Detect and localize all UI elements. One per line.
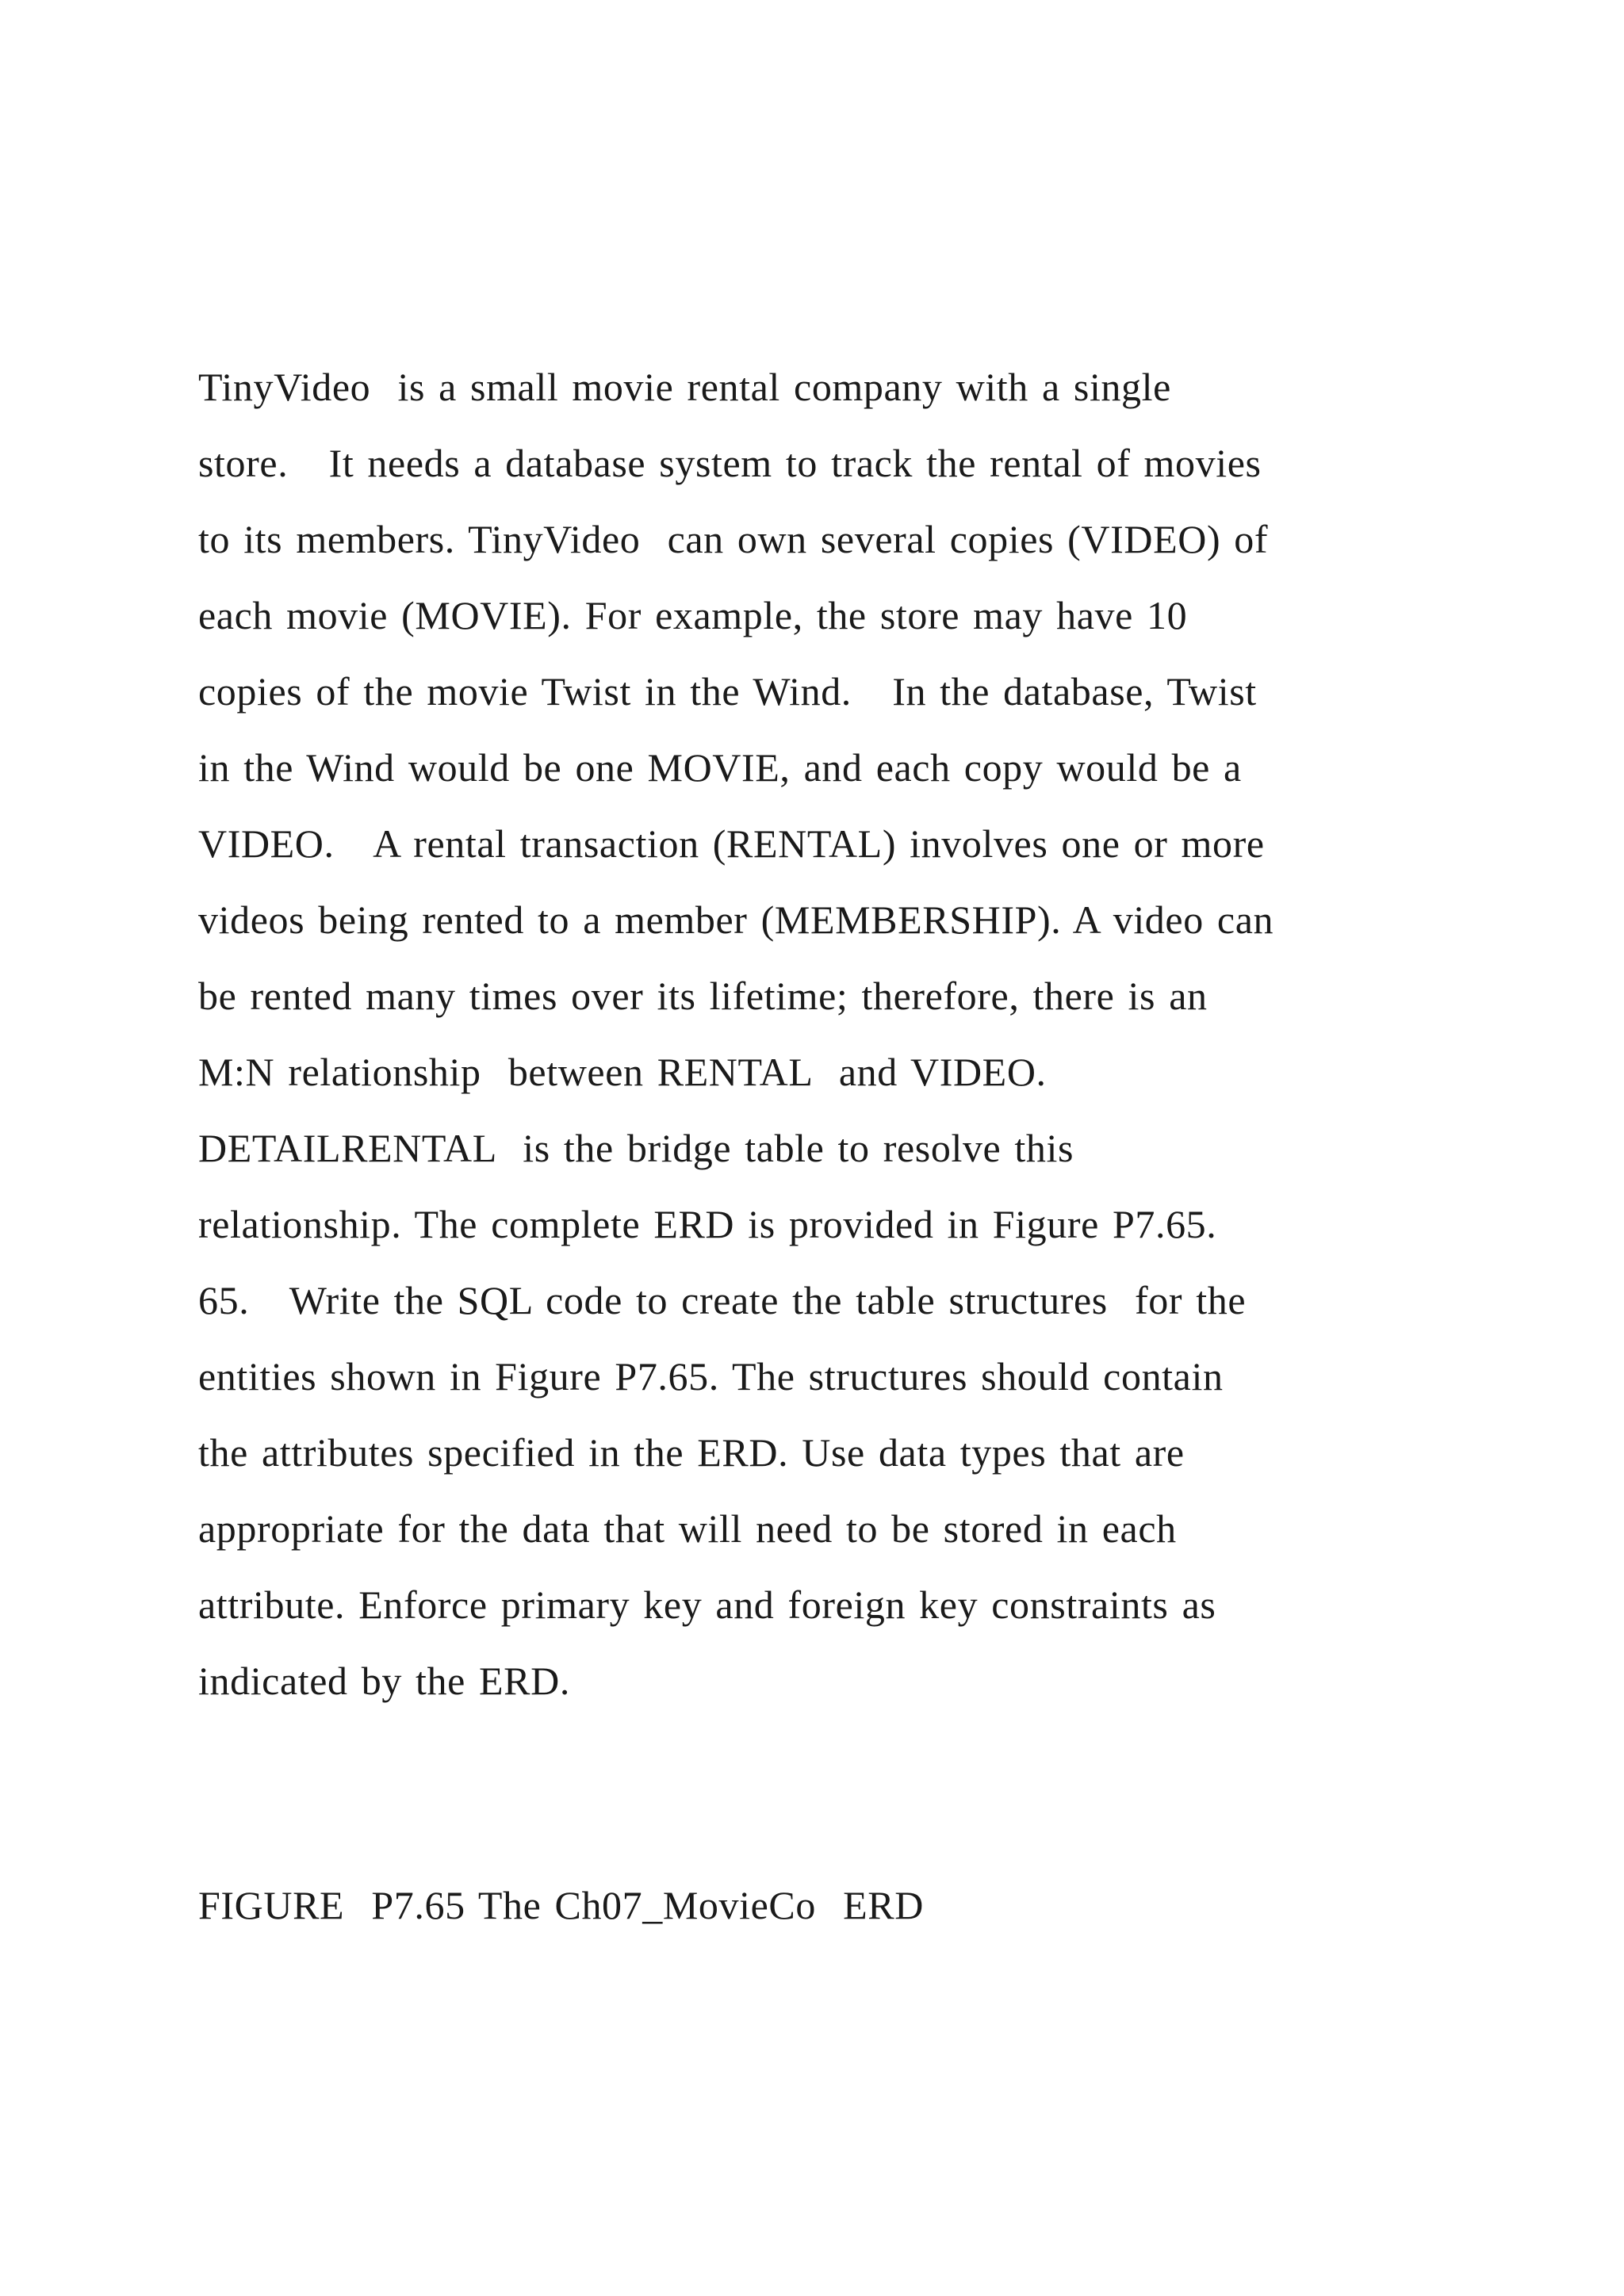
text-line: the attributes specified in the ERD. Use data types that are (198, 1430, 1185, 1475)
text-line: 65. Write the SQL code to create the table structures for the (198, 1278, 1247, 1322)
text-line: DETAILRENTAL is the bridge table to resolve this (198, 1126, 1074, 1170)
figure-caption: FIGURE P7.65 The Ch07_MovieCo ERD (198, 1883, 924, 1927)
text-line: in the Wind would be one MOVIE, and each copy would be a (198, 745, 1242, 790)
text-line: copies of the movie Twist in the Wind. In the database, Twist (198, 669, 1257, 714)
text-line: entities shown in Figure P7.65. The structures should contain (198, 1354, 1224, 1399)
text-line: videos being rented to a member (MEMBERSHIP). A video can (198, 897, 1274, 942)
text-line: M:N relationship between RENTAL and VIDEO. (198, 1050, 1047, 1094)
text-line: relationship. The complete ERD is provided in Figure P7.65. (198, 1202, 1217, 1246)
text-line: VIDEO. A rental transaction (RENTAL) involves one or more (198, 821, 1265, 866)
text-line: be rented many times over its lifetime; therefore, there is an (198, 974, 1208, 1018)
text-line: to its members. TinyVideo can own several copies (VIDEO) of (198, 517, 1269, 561)
problem-statement (198, 349, 1435, 1719)
text-line: indicated by the ERD. (198, 1659, 570, 1703)
text-line: each movie (MOVIE). For example, the store may have 10 (198, 593, 1188, 637)
text-line: attribute. Enforce primary key and foreign key constraints as (198, 1582, 1216, 1627)
text-line: appropriate for the data that will need to be stored in each (198, 1506, 1177, 1551)
text-line: store. It needs a database system to track the rental of movies (198, 441, 1262, 485)
text-line: TinyVideo is a small movie rental company with a single (198, 365, 1171, 409)
